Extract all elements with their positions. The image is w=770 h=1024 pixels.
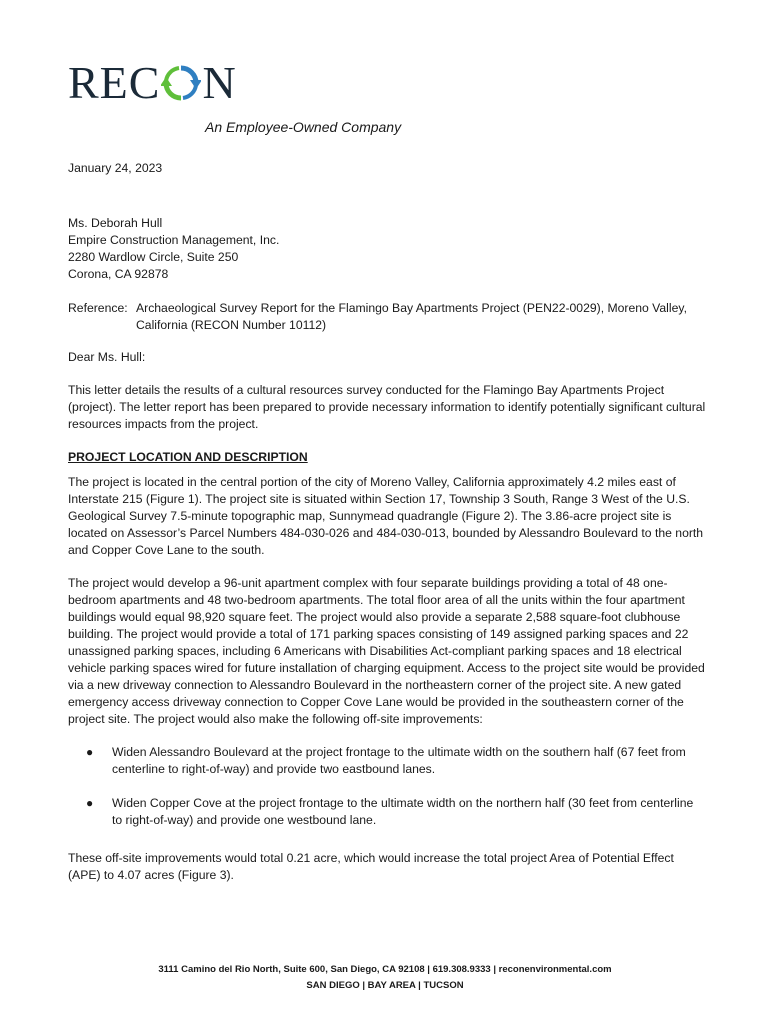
list-item-text: Widen Copper Cove at the project frontage to the ultimate width on the northern half (30 feet from centerline to right-of-way) and provide one westbound lane.	[112, 796, 694, 827]
recipient-street: 2280 Wardlow Circle, Suite 250	[68, 250, 239, 264]
letter-date: January 24, 2023	[68, 161, 163, 175]
location-paragraph: The project is located in the central portion of the city of Moreno Valley, California approximately 4.2 miles east of Interstate 215 (Figure 1). The project site is situated within Section 17, Township 3 South, Range 3 West of the U.S. Geological Survey 7.5-minute topographic map, Sunnymead quadrangle (Figure 2). The 3.86-acre project site is located on Assessor’s Parcel Numbers 484-030-026 and 484-030-013, bounded by Alessandro Boulevard to the north and Copper Cove Lane to the south.	[68, 475, 704, 557]
intro-paragraph: This letter details the results of a cultural resources survey conducted for the Flamingo Bay Apartments Project (project). The letter report has been prepared to provide necessary information to identify potentially significant cultural resources impacts from the project.	[68, 383, 706, 431]
recipient-company: Empire Construction Management, Inc.	[68, 233, 280, 247]
salutation: Dear Ms. Hull:	[68, 350, 146, 364]
recipient-name: Ms. Deborah Hull	[68, 216, 163, 230]
list-item-text: Widen Alessandro Boulevard at the project frontage to the ultimate width on the southern half (67 feet from centerline to right-of-way) and provide two eastbound lanes.	[112, 745, 686, 776]
list-item	[86, 795, 706, 829]
reference-label: Reference:	[68, 301, 128, 315]
reference-text: Archaeological Survey Report for the Flamingo Bay Apartments Project (PEN22-0029), Moreno Valley, California (RECON Number 10112)	[136, 301, 687, 332]
bullet-icon: ●	[86, 745, 94, 759]
list-item	[86, 744, 706, 778]
description-paragraph: The project would develop a 96-unit apartment complex with four separate buildings providing a total of 48 one-bedroom apartments and 48 two-bedroom apartments. The total floor area of all the units within the four apartment buildings would equal 98,920 square feet. The project would also provide a separate 2,588 square-foot clubhouse building. The project would provide a total of 171 parking spaces consisting of 149 assigned parking spaces and 22 unassigned parking spaces, including 6 Americans with Disabilities Act-compliant parking spaces and 18 electrical vehicle parking spaces wired for future installation of charging equipment. Access to the project site would be provided via a new driveway connection to Alessandro Boulevard in the northeastern corner of the project site. A new gated emergency access driveway connection to Copper Cove Lane would be provided in the southeastern corner of the project site. The project would also make the following off-site improvements:	[68, 576, 705, 726]
recon-logo	[68, 58, 237, 108]
footer-offices: SAN DIEGO | BAY AREA | TUCSON	[306, 980, 464, 991]
footer-address: 3111 Camino del Rio North, Suite 600, San Diego, CA 92108 | 619.308.9333 | reconenvironmental.com	[158, 964, 612, 975]
section-heading: PROJECT LOCATION AND DESCRIPTION	[68, 450, 308, 464]
recipient-address	[68, 215, 708, 283]
company-tagline: An Employee-Owned Company	[205, 119, 402, 135]
bullet-icon: ●	[86, 796, 94, 810]
logo-text-right: N	[202, 57, 237, 108]
improvements-list	[86, 744, 706, 846]
recycle-arrows-icon	[161, 63, 201, 103]
logo-text-left: REC	[68, 57, 161, 108]
reference-line	[68, 300, 708, 334]
summary-paragraph: These off-site improvements would total 0.21 acre, which would increase the total project Area of Potential Effect (APE) to 4.07 acres (Figure 3).	[68, 851, 674, 882]
recipient-city: Corona, CA 92878	[68, 267, 169, 281]
